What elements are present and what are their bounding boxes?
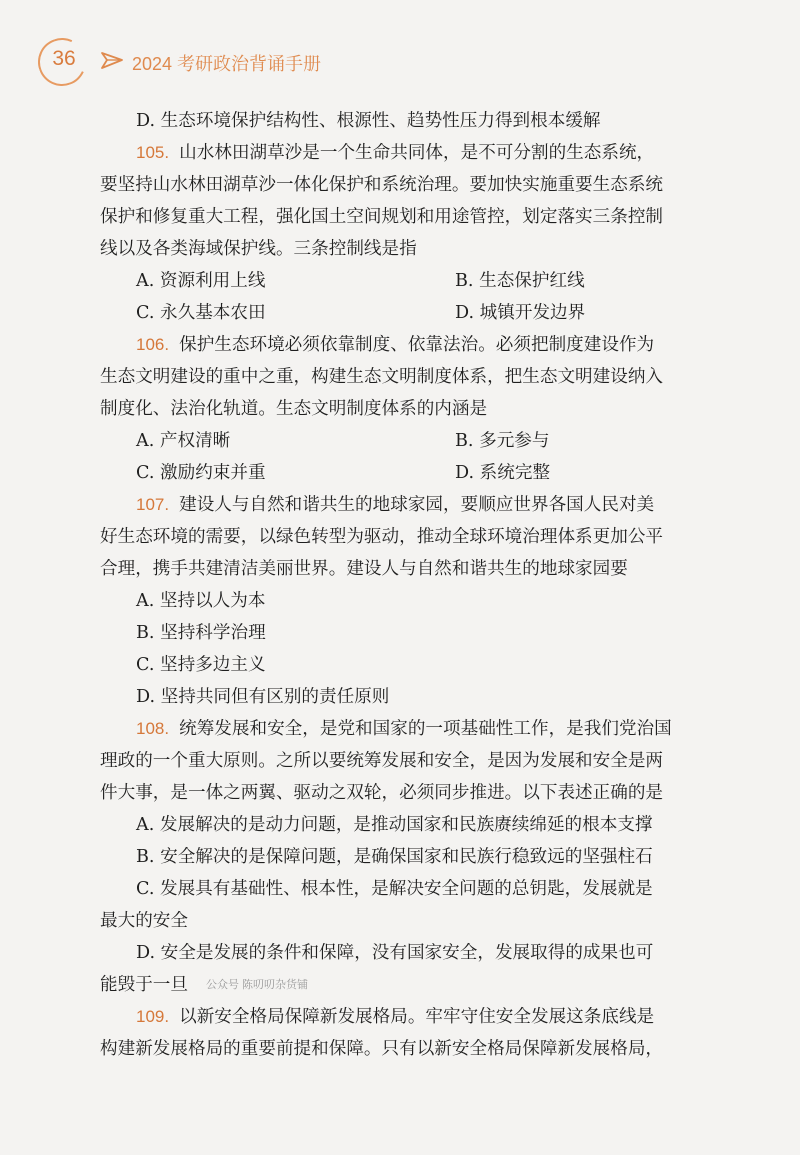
question-107-line-3: 合理，携手共建清洁美丽世界。建设人与自然和谐共生的地球家园要 bbox=[100, 559, 628, 579]
q106-option-a: A. 产权清晰 bbox=[136, 431, 231, 451]
question-106-line-3: 制度化、法治化轨道。生态文明制度体系的内涵是 bbox=[100, 399, 488, 419]
q107-option-b: B. 坚持科学治理 bbox=[136, 623, 266, 643]
paper-plane-icon bbox=[100, 51, 124, 71]
q105-option-d: D. 城镇开发边界 bbox=[455, 303, 586, 323]
q107-option-a: A. 坚持以人为本 bbox=[136, 591, 266, 611]
option-d-previous: D. 生态环境保护结构性、根源性、趋势性压力得到根本缓解 bbox=[136, 111, 601, 131]
question-108-number: 108. bbox=[136, 719, 170, 738]
q108-option-a: A. 发展解决的是动力问题，是推动国家和民族赓续绵延的根本支撑 bbox=[136, 815, 653, 835]
question-106-options-row-2 bbox=[100, 457, 740, 489]
page-header bbox=[38, 38, 538, 84]
question-108-line-2: 理政的一个重大原则。之所以要统筹发展和安全，是因为发展和安全是两 bbox=[100, 751, 664, 771]
question-107-line-2: 好生态环境的需要，以绿色转型为驱动，推动全球环境治理体系更加公平 bbox=[100, 527, 664, 547]
q106-option-c: C. 激励约束并重 bbox=[136, 463, 266, 483]
q108-option-d-line-1: D. 安全是发展的条件和保障，没有国家安全，发展取得的成果也可 bbox=[136, 943, 654, 963]
question-106-options-row-1 bbox=[100, 425, 740, 457]
q106-option-d: D. 系统完整 bbox=[455, 463, 551, 483]
question-106-line-1: 106. 保护生态环境必须依靠制度、依靠法治。必须把制度建设作为 bbox=[136, 335, 655, 355]
question-109-number: 109. bbox=[136, 1007, 170, 1026]
page-content bbox=[100, 105, 740, 1065]
watermark-text: 公众号 陈叨叨杂货铺 bbox=[205, 979, 309, 991]
question-107-line-1: 107. 建设人与自然和谐共生的地球家园，要顺应世界各国人民对美 bbox=[136, 495, 655, 515]
question-106-line-2: 生态文明建设的重中之重，构建生态文明制度体系，把生态文明建设纳入 bbox=[100, 367, 664, 387]
question-106-number: 106. bbox=[136, 335, 170, 354]
question-109-line-1: 109. 以新安全格局保障新发展格局。牢牢守住安全发展这条底线是 bbox=[136, 1007, 655, 1027]
book-title: 2024 考研政治背诵手册 bbox=[132, 54, 322, 74]
q108-option-c-line-1: C. 发展具有基础性、根本性，是解决安全问题的总钥匙，发展就是 bbox=[136, 879, 653, 899]
page-number: 36 bbox=[52, 47, 76, 70]
question-105-number: 105. bbox=[136, 143, 170, 162]
q108-option-d-line-2: 能毁于一旦 公众号 陈叨叨杂货铺 bbox=[100, 975, 309, 995]
q108-option-c-line-2: 最大的安全 bbox=[100, 911, 188, 931]
question-105-options-row-2 bbox=[100, 297, 740, 329]
q108-option-b: B. 安全解决的是保障问题，是确保国家和民族行稳致远的坚强柱石 bbox=[136, 847, 653, 867]
question-105-line-4: 线以及各类海域保护线。三条控制线是指 bbox=[100, 239, 417, 259]
question-105-line-3: 保护和修复重大工程，强化国土空间规划和用途管控，划定落实三条控制 bbox=[100, 207, 664, 227]
q105-option-c: C. 永久基本农田 bbox=[136, 303, 266, 323]
question-108-line-3: 件大事，是一体之两翼、驱动之双轮，必须同步推进。以下表述正确的是 bbox=[100, 783, 664, 803]
q105-option-b: B. 生态保护红线 bbox=[455, 271, 585, 291]
q105-option-a: A. 资源利用上线 bbox=[136, 271, 266, 291]
q107-option-d: D. 坚持共同但有区别的责任原则 bbox=[136, 687, 390, 707]
q107-option-c: C. 坚持多边主义 bbox=[136, 655, 266, 675]
question-105-line-2: 要坚持山水林田湖草沙一体化保护和系统治理。要加快实施重要生态系统 bbox=[100, 175, 664, 195]
question-105-options-row-1 bbox=[100, 265, 740, 297]
question-108-line-1: 108. 统筹发展和安全，是党和国家的一项基础性工作，是我们党治国 bbox=[136, 719, 672, 739]
question-105-line-1: 105. 山水林田湖草沙是一个生命共同体，是不可分割的生态系统， bbox=[136, 143, 655, 163]
question-109-line-2: 构建新发展格局的重要前提和保障。只有以新安全格局保障新发展格局， bbox=[100, 1039, 664, 1059]
q106-option-b: B. 多元参与 bbox=[455, 431, 550, 451]
question-107-number: 107. bbox=[136, 495, 170, 514]
